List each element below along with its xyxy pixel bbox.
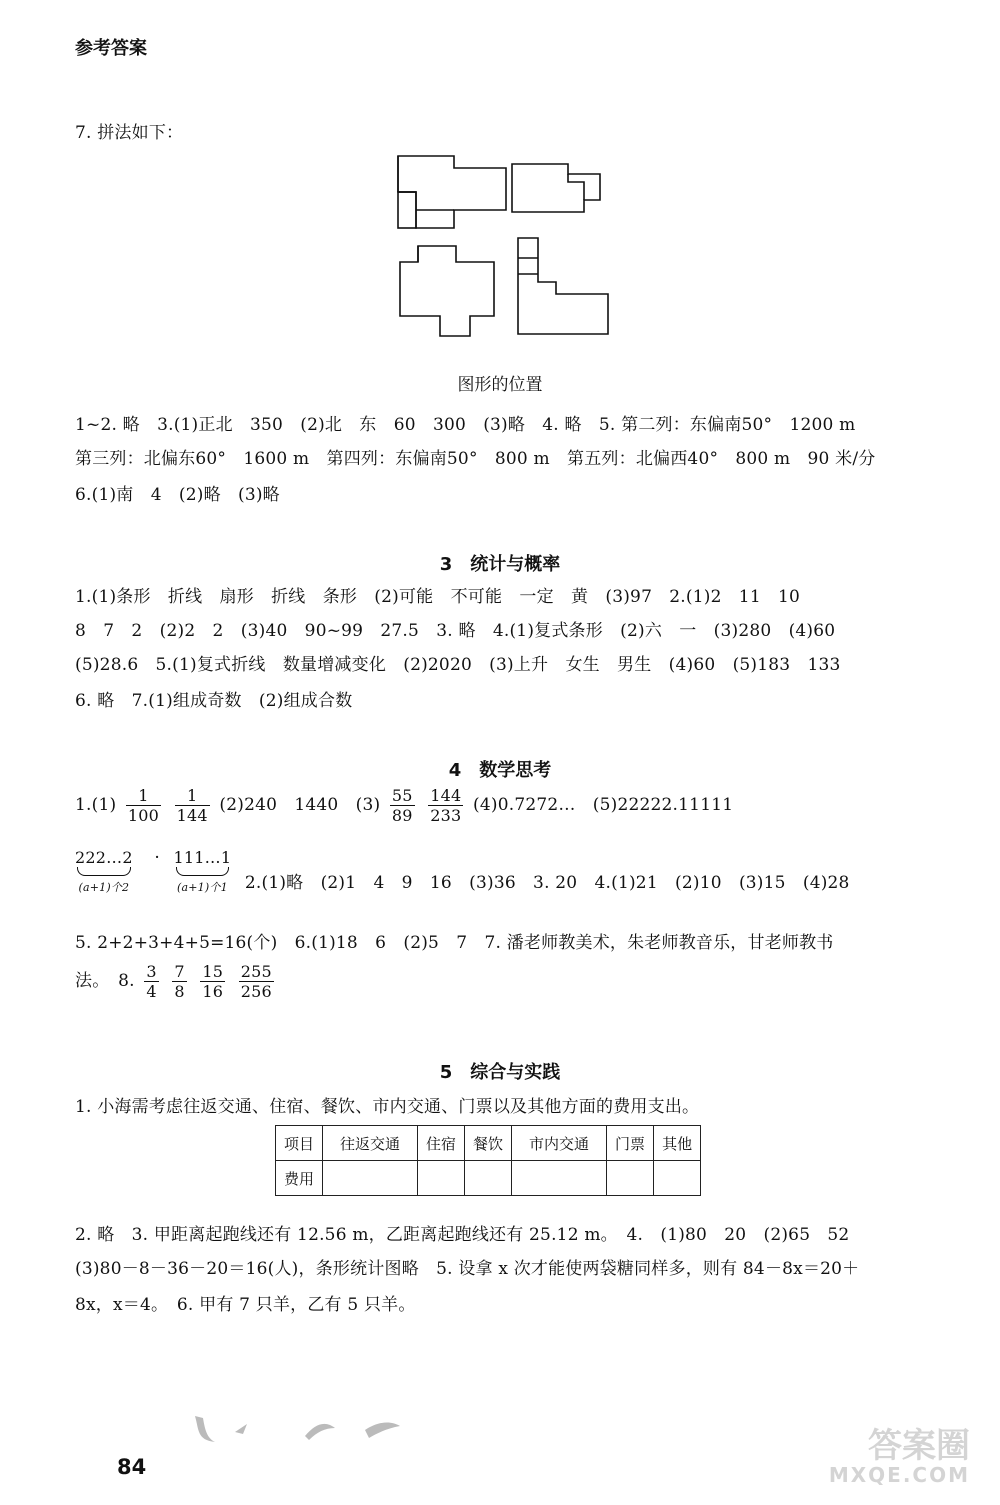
q7-label: 7. 拼法如下：	[75, 123, 184, 143]
table-header-cell: 门票	[607, 1126, 654, 1161]
decorative-birds	[185, 1410, 415, 1450]
brace-111: 111…1 (a+1)个1	[173, 848, 232, 894]
fraction-3-4: $\frac{3}{4}$	[146, 962, 157, 1002]
stat-line-1: 1.(1)条形 折线 扇形 折线 条形 (2)可能 不可能 一定 黄 (3)97 2.(1)2 11 10	[75, 587, 801, 607]
tiling-figure-2	[512, 164, 600, 212]
fraction-1-144: $\frac{1}{144}$	[176, 786, 208, 826]
table-cell	[465, 1161, 512, 1196]
table-cell	[654, 1161, 701, 1196]
stat-line-4: 6. 略 7.(1)组成奇数 (2)组成合数	[75, 691, 353, 711]
think-line-1-c: (4)0.7272… (5)22222.11111	[473, 795, 734, 816]
think-line-2-rest: 2.(1)略 (2)1 4 9 16 (3)36 3. 20 4.(1)21 (2)10 (3)15 (4)28	[244, 873, 850, 893]
think-line-1-b: (2)240 1440 (3)	[219, 795, 381, 816]
think-line-1-a: 1.(1)	[75, 795, 117, 816]
practice-line-1: 1. 小海需考虑往返交通、住宿、餐饮、市内交通、门票以及其他方面的费用支出。	[75, 1097, 700, 1117]
position-line-3: 6.(1)南 4 (2)略 (3)略	[75, 485, 280, 505]
cost-table	[275, 1125, 701, 1196]
stat-line-2: 8 7 2 (2)2 2 (3)40 90~99 27.5 3. 略 4.(1)复式条形 (2)六 一 (3)280 (4)60	[75, 621, 836, 641]
section-title-statistics: 3 统计与概率	[439, 554, 561, 575]
table-cell	[323, 1161, 418, 1196]
table-row	[276, 1126, 701, 1161]
fraction-15-16: $\frac{15}{16}$	[202, 962, 224, 1002]
position-line-2: 第三列：北偏东60° 1600 m 第四列：东偏南50° 800 m 第五列：北偏西40° 800 m 90 米/分	[75, 449, 876, 469]
brace-222: 222…2 (a+1)个2	[75, 848, 133, 894]
table-cell	[607, 1161, 654, 1196]
table-row	[276, 1161, 701, 1196]
table-header-cell: 住宿	[418, 1126, 465, 1161]
table-cell	[418, 1161, 465, 1196]
page-number: 84	[117, 1455, 147, 1479]
stat-line-3: (5)28.6 5.(1)复式折线 数量增减变化 (2)2020 (3)上升 女生 男生 (4)60 (5)183 133	[75, 655, 841, 675]
page-header: 参考答案	[75, 38, 147, 59]
tiling-figure-4	[518, 238, 608, 334]
section-title-position: 图形的位置	[457, 375, 543, 395]
practice-line-2: 2. 略 3. 甲距离起跑线还有 12.56 m，乙距离起跑线还有 25.12 m。 4. (1)80 20 (2)65 52	[75, 1225, 850, 1245]
think-line-1	[75, 786, 733, 825]
practice-line-4: 8x，x＝4。 6. 甲有 7 只羊，乙有 5 只羊。	[75, 1295, 416, 1315]
fraction-55-89: $\frac{55}{89}$	[391, 786, 413, 826]
table-cell	[512, 1161, 607, 1196]
think-line-2	[75, 848, 850, 895]
watermark-logo: 答案圈 MXQE.COM	[828, 1426, 970, 1487]
think-line-4-a: 法。 8.	[75, 971, 135, 992]
multiply-dot: ·	[154, 848, 160, 868]
tiling-figures	[390, 150, 620, 345]
think-line-3: 5. 2+2+3+4+5=16(个) 6.(1)18 6 (2)5 7 7. 潘老师教美术，朱老师教音乐，甘老师教书	[75, 933, 834, 953]
table-row-label: 费用	[276, 1161, 323, 1196]
section-title-practice: 5 综合与实践	[439, 1062, 561, 1083]
fraction-1-100: $\frac{1}{100}$	[127, 786, 160, 826]
table-header-cell: 项目	[276, 1126, 323, 1161]
fraction-255-256: $\frac{255}{256}$	[240, 962, 272, 1002]
tiling-figure-3	[400, 246, 494, 336]
section-title-math-thinking: 4 数学思考	[448, 760, 552, 781]
table-header-cell: 其他	[654, 1126, 701, 1161]
position-line-1: 1~2. 略 3.(1)正北 350 (2)北 东 60 300 (3)略 4. 略 5. 第二列：东偏南50° 1200 m	[75, 415, 856, 435]
table-header-cell: 市内交通	[512, 1126, 607, 1161]
tiling-figure-1	[398, 156, 506, 228]
table-header-cell: 餐饮	[465, 1126, 512, 1161]
think-line-4	[75, 962, 278, 1001]
table-header-cell: 往返交通	[323, 1126, 418, 1161]
fraction-144-233: $\frac{144}{233}$	[430, 786, 462, 826]
fraction-7-8: $\frac{7}{8}$	[174, 962, 185, 1002]
practice-line-3: (3)80－8－36－20＝16(人)，条形统计图略 5. 设拿 x 次才能使两袋糖同样多，则有 84－8x＝20＋	[75, 1259, 860, 1279]
